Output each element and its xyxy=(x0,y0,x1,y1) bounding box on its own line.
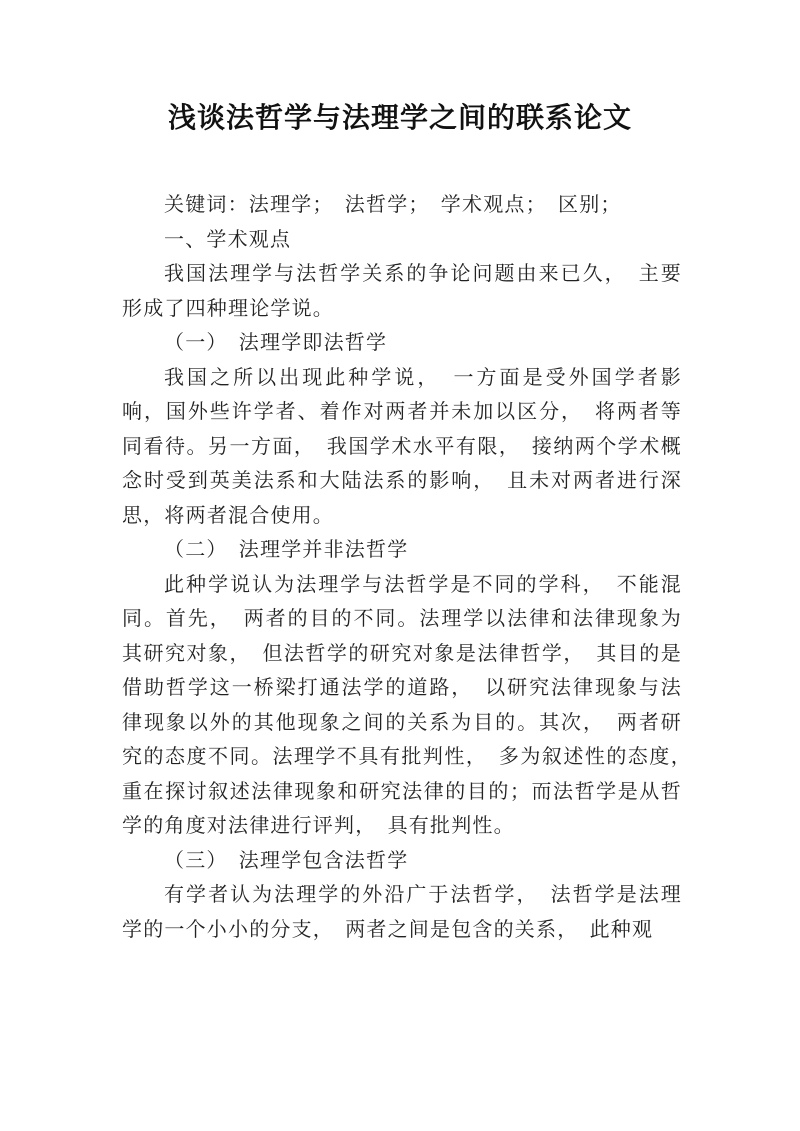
paragraph-1: 我国之所以出现此种学说， 一方面是受外国学者影响，国外些许学者、着作对两者并未加以区分， 将两者等同看待。另一方面， 我国学术水平有限， 接纳两个学术概念时受到英美法系和大陆法系的影响， 且未对两者进行深思，将两者混合使用。 xyxy=(122,364,682,527)
subheading-3: （三） 法理学包含法哲学 xyxy=(164,847,409,872)
paragraph-3: 有学者认为法理学的外沿广于法哲学， 法哲学是法理学的一个小小的分支， 两者之间是包含的关系， 此种观 xyxy=(122,882,682,941)
paragraph-2: 此种学说认为法理学与法哲学是不同的学科， 不能混同。首先， 两者的目的不同。法理学以法律和法律现象为其研究对象， 但法哲学的研究对象是法律哲学， 其目的是借助哲学这一桥梁打通法学的道路， 以研究法律现象与法律现象以外的其他现象之间的关系为目的。其次， 两者研究的态度不同。法理学不具有批判性， 多为叙述性的态度， 重在探讨叙述法律现象和研究法律的目的；而法哲学是从哲学的角度对法律进行评判， 具有批判性。 xyxy=(122,571,704,837)
subheading-1: （一） 法理学即法哲学 xyxy=(164,330,388,354)
keywords-line: 关键词：法理学； 法哲学； 学术观点； 区别； xyxy=(164,192,622,216)
document-title: 浅谈法哲学与法理学之间的联系论文 xyxy=(167,101,632,134)
subheading-2: （二） 法理学并非法哲学 xyxy=(164,537,409,561)
section-heading: 一、学术观点 xyxy=(164,226,292,251)
document-body xyxy=(122,187,704,946)
paragraph-intro: 我国法理学与法哲学关系的争论问题由来已久， 主要形成了四种理论学说。 xyxy=(122,261,682,320)
